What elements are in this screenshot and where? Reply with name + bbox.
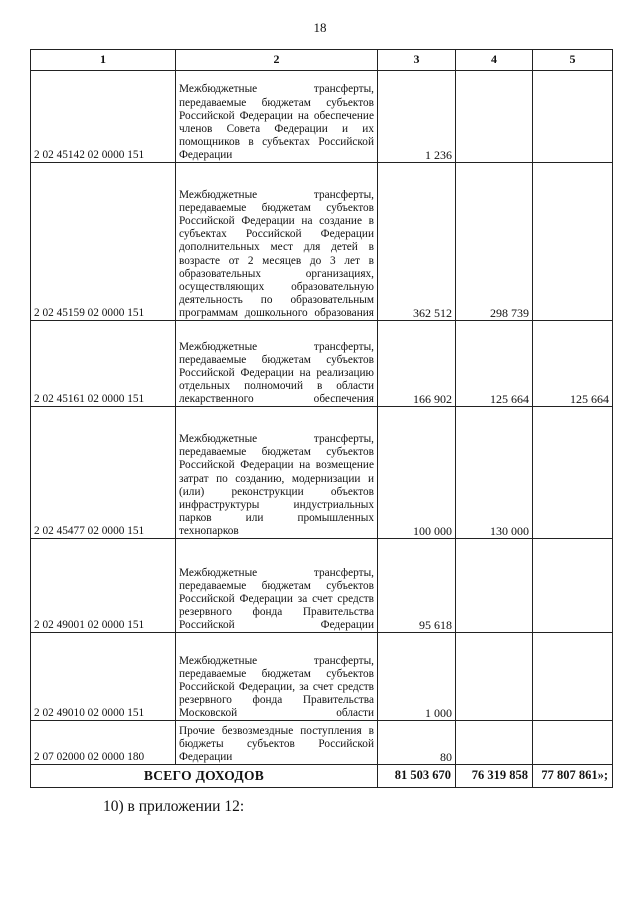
row-description: Прочие безвозмездные поступления в бюджеты субъектов Российской Федерации xyxy=(176,721,378,765)
budget-code: 2 02 45477 02 0000 151 xyxy=(31,407,176,539)
column-header: 5 xyxy=(533,50,613,71)
row-description: Межбюджетные трансферты, передаваемые бюджетам субъектов Российской Федерации на обеспечение членов Совета Федерации и их помощников в субъектах Российской Федерации xyxy=(176,71,378,163)
value-col3: 1 236 xyxy=(378,71,456,163)
column-header: 2 xyxy=(176,50,378,71)
value-col3: 166 902 xyxy=(378,321,456,407)
value-col5 xyxy=(533,163,613,321)
value-col3: 362 512 xyxy=(378,163,456,321)
budget-code: 2 07 02000 02 0000 180 xyxy=(31,721,176,765)
table-row xyxy=(31,71,613,163)
total-row xyxy=(31,765,613,788)
value-col5 xyxy=(533,71,613,163)
value-col4: 298 739 xyxy=(456,163,533,321)
column-header: 4 xyxy=(456,50,533,71)
table-row xyxy=(31,407,613,539)
total-col4: 76 319 858 xyxy=(456,765,533,788)
value-col5 xyxy=(533,633,613,721)
budget-code: 2 02 45142 02 0000 151 xyxy=(31,71,176,163)
value-col5 xyxy=(533,721,613,765)
value-col4 xyxy=(456,71,533,163)
table-row xyxy=(31,721,613,765)
table-row xyxy=(31,163,613,321)
value-col3: 1 000 xyxy=(378,633,456,721)
value-col3: 95 618 xyxy=(378,539,456,633)
value-col4 xyxy=(456,721,533,765)
column-header: 1 xyxy=(31,50,176,71)
value-col3: 100 000 xyxy=(378,407,456,539)
column-header: 3 xyxy=(378,50,456,71)
budget-code: 2 02 49010 02 0000 151 xyxy=(31,633,176,721)
table-row xyxy=(31,321,613,407)
page-number: 18 xyxy=(313,20,327,35)
budget-code: 2 02 49001 02 0000 151 xyxy=(31,539,176,633)
value-col4 xyxy=(456,539,533,633)
budget-code: 2 02 45161 02 0000 151 xyxy=(31,321,176,407)
total-col5: 77 807 861»; xyxy=(533,765,613,788)
value-col4 xyxy=(456,633,533,721)
value-col5 xyxy=(533,539,613,633)
appendix-paragraph: 10) в приложении 12: xyxy=(103,798,245,815)
value-col4: 125 664 xyxy=(456,321,533,407)
revenue-table xyxy=(30,49,613,788)
row-description: Межбюджетные трансферты, передаваемые бюджетам субъектов Российской Федерации на возмещение затрат по созданию, модернизации и (или) реконструкции объектов инфраструктуры индустриальных парков или промышленных технопарков xyxy=(176,407,378,539)
value-col4: 130 000 xyxy=(456,407,533,539)
total-label: ВСЕГО ДОХОДОВ xyxy=(31,765,378,788)
total-col3: 81 503 670 xyxy=(378,765,456,788)
value-col5: 125 664 xyxy=(533,321,613,407)
table-row xyxy=(31,539,613,633)
row-description: Межбюджетные трансферты, передаваемые бюджетам субъектов Российской Федерации за счет средств резервного фонда Правительства Российской Федерации xyxy=(176,539,378,633)
budget-code: 2 02 45159 02 0000 151 xyxy=(31,163,176,321)
table-row xyxy=(31,633,613,721)
value-col3: 80 xyxy=(378,721,456,765)
table-header-row xyxy=(31,50,613,71)
row-description: Межбюджетные трансферты, передаваемые бюджетам субъектов Российской Федерации на реализацию отдельных полномочий в области лекарственного обеспечения xyxy=(176,321,378,407)
row-description: Межбюджетные трансферты, передаваемые бюджетам субъектов Российской Федерации, за счет средств резервного фонда Правительства Московской области xyxy=(176,633,378,721)
value-col5 xyxy=(533,407,613,539)
row-description: Межбюджетные трансферты, передаваемые бюджетам субъектов Российской Федерации на создание в субъектах Российской Федерации дополнительных мест для детей в возрасте от 2 месяцев до 3 лет в образовательных организациях, осуществляющих образовательную деятельность по образовательным программам дошкольного образования xyxy=(176,163,378,321)
